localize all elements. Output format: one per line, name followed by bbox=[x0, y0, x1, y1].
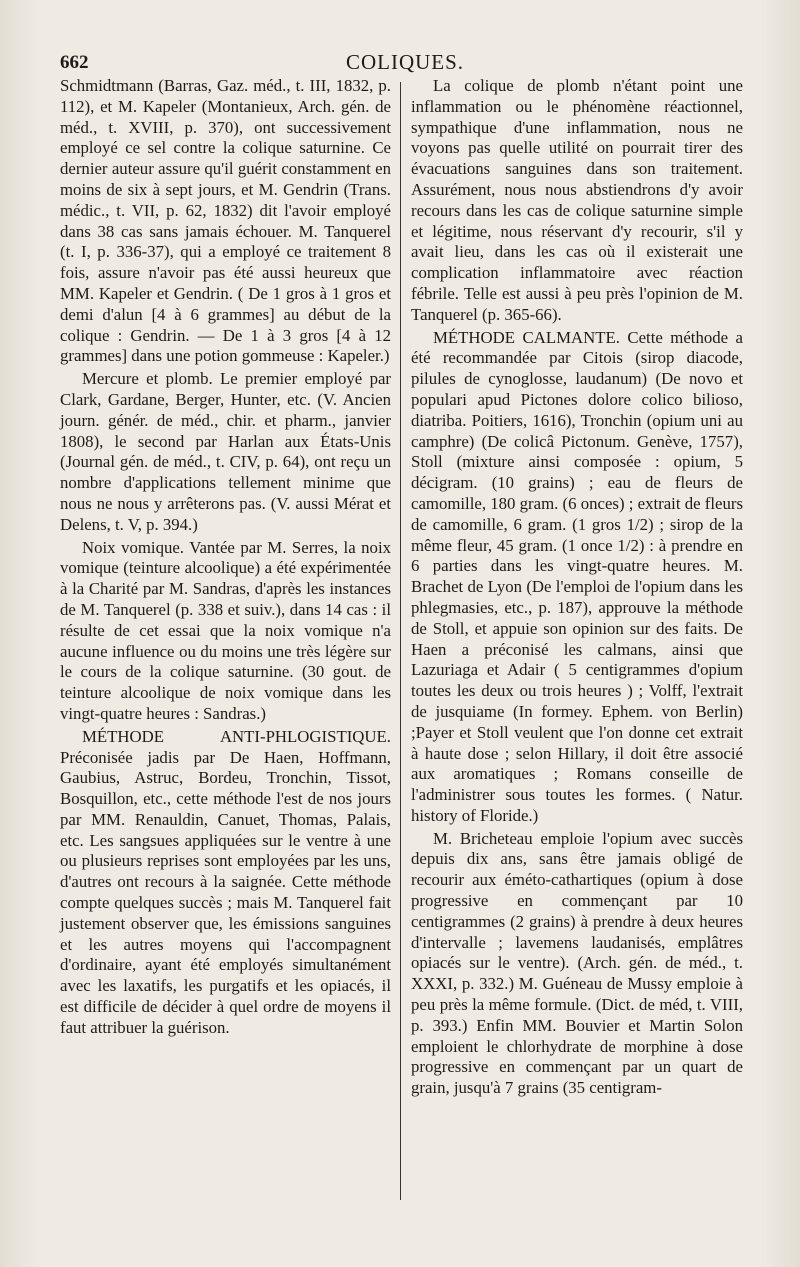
page-header bbox=[60, 48, 750, 78]
page-number: 662 bbox=[60, 52, 89, 73]
paragraph-colique-de-plomb: La colique de plomb n'étant point une inflammation ou le phénomène réactionnel, sympathique d'une inflammation, nous ne voyons pas quelle utilité on pourrait tirer des évacuations sanguines dans son traitement. Assurément, nous nous abstiendrons d'y avoir recours dans les cas de colique saturnine simple et légitime, nous réservant d'y recourir, s'il y avait lieu, dans les cas où il existerait une complication inflammatoire avec réaction fébrile. Telle est aussi à peu près l'opinion de M. Tanquerel (p. 365-66). bbox=[411, 76, 743, 324]
right-column bbox=[411, 76, 743, 1099]
paragraph-methode-anti-phlogistique: MÉTHODE ANTI-PHLOGISTIQUE. Préconisée jadis par De Haen, Hoffmann, Gaubius, Astruc, Bordeu, Tronchin, Tissot, Bosquillon, etc., cette méthode l'est de nos jours par MM. Renauldin, Canuet, Thomas, Palais, etc. Les sangsues appliquées sur le ventre à une ou plusieurs reprises sont employées par les uns, d'autres ont recours à la saignée. Cette méthode compte quelques succès ; mais M. Tanquerel fait justement observer que, les émissions sanguines et les autres moyens qui l'accompagnent d'ordinaire, ayant été employés simultanément avec les laxatifs, les purgatifs et les opiacés, il est difficile de décider à quel ordre de moyens il faut attribuer la guérison. bbox=[60, 726, 391, 1037]
paragraph-noix-vomique: Noix vomique. Vantée par M. Serres, la noix vomique (teinture alcoolique) a été expérimentée à la Charité par M. Sandras, d'après les instances de M. Tanquerel (p. 338 et suiv.), dans 14 cas : il résulte de cet essai que la noix vomique n'a aucune influence ou du moins une très légère sur le cours de la colique saturnine. (30 gout. de teinture alcoolique de noix vomique dans les vingt-quatre heures : Sandras.) bbox=[60, 537, 391, 723]
paragraph-bricheteau: M. Bricheteau emploie l'opium avec succès depuis dix ans, sans être jamais obligé de recourir aux éméto-cathartiques (opium à dose progressive en commençant par 10 centigrammes (2 grains) à prendre à deux heures d'intervalle ; lavemens laudanisés, emplâtres opiacés sur le ventre). (Arch. gén. de méd., t. XXXI, p. 332.) M. Guéneau de Mussy emploie à peu près la même formule. (Dict. de méd, t. VIII, p. 393.) Enfin MM. Bouvier et Martin Solon emploient le chlorhydrate de morphine à dose progressive en commençant par un quart de grain, jusqu'à 7 grains (35 centigram- bbox=[411, 828, 743, 1098]
running-title: COLIQUES. bbox=[345, 50, 465, 74]
left-column bbox=[60, 76, 391, 1039]
paragraph-mercure-et-plomb: Mercure et plomb. Le premier employé par Clark, Gardane, Berger, Hunter, etc. (V. Ancien journ. génér. de méd., chir. et pharm., janvier 1808), le second par Harlan aux États-Unis (Journal gén. de méd., t. CIV, p. 64), ont reçu un nombre d'applications tellement minime que nous ne nous y arrêterons pas. (V. aussi Mérat et Delens, t. V, p. 394.) bbox=[60, 369, 391, 534]
column-divider bbox=[400, 82, 401, 1200]
paragraph-methode-calmante: MÉTHODE CALMANTE. Cette méthode a été recommandée par Citois (sirop diacode, pilules de cynoglosse, laudanum) (De novo et populari apud Pictones dolore colico bilioso, diatriba. Poitiers, 1616), Tronchin (opium uni au camphre) (De colicâ Pictonum. Genève, 1757), Stoll (mixture ainsi composée : opium, 5 décigram. (10 grains) ; eau de fleurs de camomille, 180 gram. (6 onces) ; extrait de fleurs de camomille, 6 gram. (1 gros 1/2) ; sirop de la même fleur, 45 gram. (1 once 1/2) : à prendre en 6 parties dans les vingt-quatre heures. M. Brachet de Lyon (De l'emploi de l'opium dans les phlegmasies, etc., p. 187), approuve la méthode de Stoll, et appuie son opinion sur des faits. De Haen a préconisé les calmans, ainsi que Lazuriaga et Adair ( 5 centigrammes d'opium toutes les deux ou trois heures ) ; Volff, l'extrait de jusquiame (In formey. Ephem. von Berlin) ;Payer et Stoll veulent que l'on donne cet extrait à haute dose ; selon Hillary, il doit être associé aux aromatiques ; Romans conseille de l'administrer sous toutes les formes. ( Natur. history of Floride.) bbox=[411, 327, 743, 825]
paragraph-alum: Schmidtmann (Barras, Gaz. méd., t. III, 1832, p. 112), et M. Kapeler (Montanieux, Arch. gén. de méd., t. XVIII, p. 370), ont successivement employé ce sel contre la colique saturnine. Ce dernier auteur assure qu'il guérit constamment en moins de six à sept jours, et M. Gendrin (Trans. médic., t. VII, p. 62, 1832) dit l'avoir employé dans 38 cas sans jamais échouer. M. Tanquerel (t. I, p. 336-37), qui a employé ce traitement 8 fois, assure n'avoir pas été aussi heureux que MM. Kapeler et Gendrin. ( De 1 gros à 1 gros et demi d'alun [4 à 6 grammes] au début de la colique : Gendrin. — De 1 à 3 gros [4 à 12 grammes] dans une potion gommeuse : Kapeler.) bbox=[60, 76, 391, 366]
